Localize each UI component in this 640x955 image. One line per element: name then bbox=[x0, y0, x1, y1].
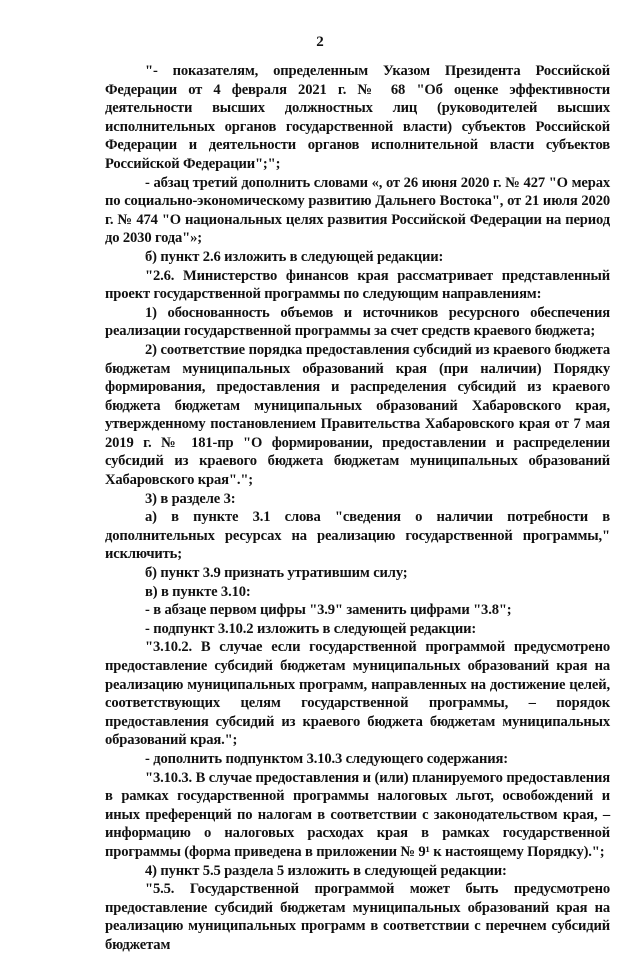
paragraph: 4) пункт 5.5 раздела 5 изложить в следующей редакции: bbox=[145, 862, 507, 879]
paragraph: "3.10.2. В случае если государственной программой предусмотрено предоставление субсидий бюджетам муниципальных образований края на реализацию муниципальных программ, направленных на достижение целей, соответствующих целям государственной программы, – порядок предоставления субсидий из краевого бюджета бюджетам муниципальных образований края."; bbox=[105, 639, 610, 749]
paragraph: б) пункт 3.9 признать утратившим силу; bbox=[145, 565, 408, 582]
page-number: 2 bbox=[316, 34, 324, 50]
paragraph: - абзац третий дополнить словами «, от 26 июня 2020 г. № 427 "О мерах по социально-экономическому развитию Дальнего Востока", от 21 июля 2020 г. № 474 "О национальных целях развития Российской Федерации на период до 2030 года"»; bbox=[105, 174, 610, 247]
paragraph: - подпункт 3.10.2 изложить в следующей редакции: bbox=[145, 620, 477, 637]
paragraph: "3.10.3. В случае предоставления и (или) планируемого предоставления в рамках государственной программы налоговых льгот, освобождений и иных преференций по налогам в соответствии с законодательством края, – информацию о налоговых расходах края в рамках государственной программы (форма приведена в приложении № 9¹ к настоящему Порядку)."; bbox=[105, 769, 610, 860]
paragraph: "- показателям, определенным Указом Президента Российской Федерации от 4 февраля 2021 г. № 68 "Об оценке эффективности деятельности высших должностных лиц (руководителей высших исполнительных органов государственной власти) субъектов Российской Федерации и деятельности органов исполнительной власти субъектов Российской Федерации";"; bbox=[105, 63, 610, 172]
paragraph: "2.6. Министерство финансов края рассматривает представленный проект государственной программы по следующим направлениям: bbox=[105, 267, 610, 303]
paragraph: а) в пункте 3.1 слова "сведения о наличии потребности в дополнительных ресурсах на реализацию государственной программы," исключить; bbox=[105, 509, 610, 563]
paragraph: 2) соответствие порядка предоставления субсидий из краевого бюджета бюджетам муниципальных образований края (при наличии) Порядку формирования, предоставления и распределения субсидий из краевого бюджета бюджетам муниципальных образований Хабаровского края, утвержденному постановлением Правительства Хабаровского края от 7 мая 2019 г. № 181-пр "О формировании, предоставлении и распределении субсидий из краевого бюджета бюджетам муниципальных образований Хабаровского края"."; bbox=[105, 341, 610, 489]
paragraph: б) пункт 2.6 изложить в следующей редакции: bbox=[145, 248, 444, 265]
paragraph: - в абзаце первом цифры "3.9" заменить цифрами "3.8"; bbox=[145, 602, 512, 619]
paragraph: "5.5. Государственной программой может быть предусмотрено предоставление субсидий бюджетам муниципальных образований края на реализацию муниципальных программ в соответствии с перечнем субсидий бюджетам bbox=[105, 881, 610, 953]
document-body bbox=[105, 62, 610, 955]
paragraph: 1) обоснованность объемов и источников ресурсного обеспечения реализации государственной программы за счет средств краевого бюджета; bbox=[105, 304, 610, 340]
paragraph: в) в пункте 3.10: bbox=[145, 583, 251, 600]
paragraph: 3) в разделе 3: bbox=[145, 490, 236, 507]
paragraph: - дополнить подпунктом 3.10.3 следующего содержания: bbox=[145, 750, 508, 767]
